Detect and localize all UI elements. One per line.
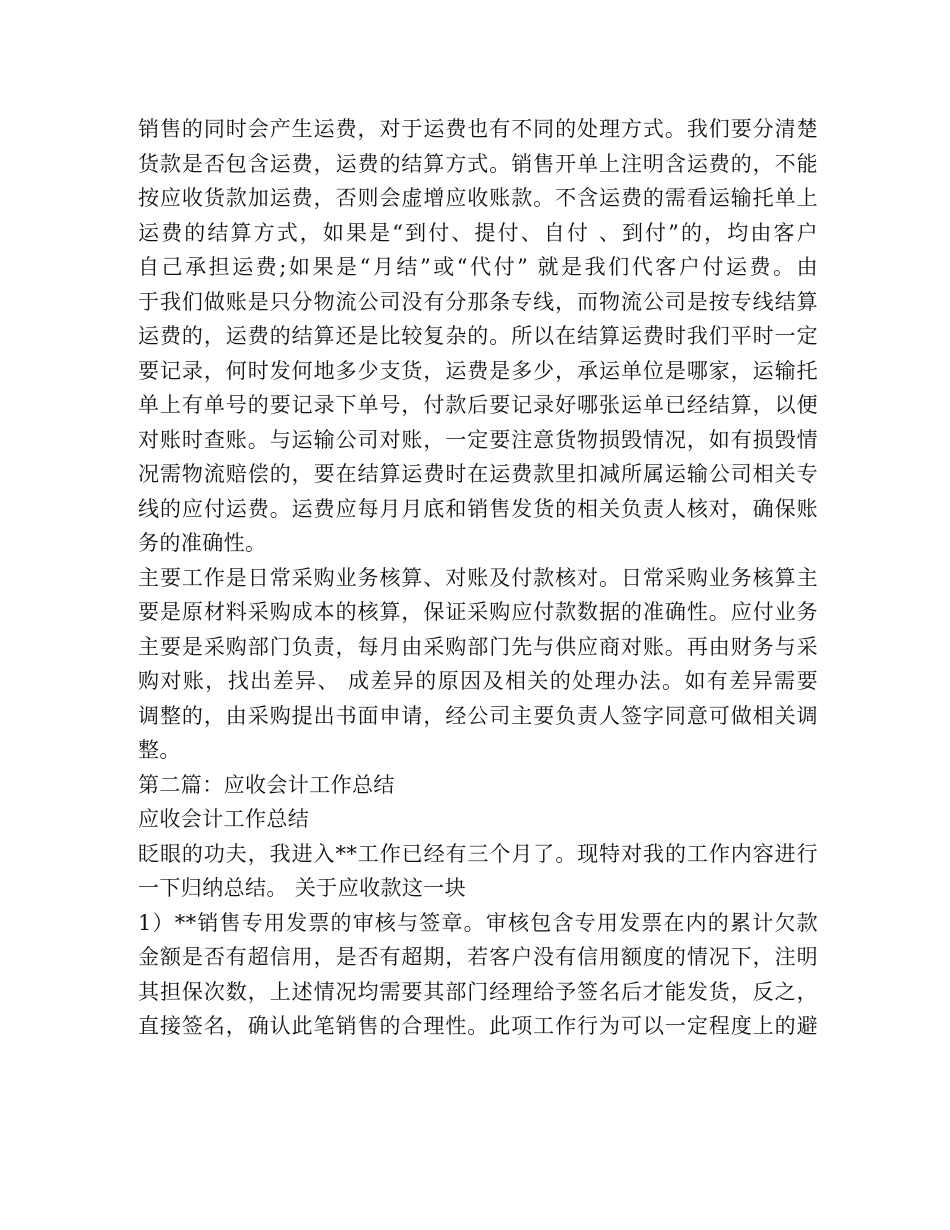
document-body (138, 112, 818, 1044)
text-line: 1）**销售专用发票的审核与签章。审核包含专用发票在内的累计欠款 (138, 910, 818, 935)
text-line: 整。 (138, 738, 181, 762)
text-line: 主要是采购部门负责，每月由采购部门先与供应商对账。再由财务与采 (138, 634, 818, 659)
text-line: 货款是否包含运费，运费的结算方式。销售开单上注明含运费的，不能 (138, 151, 818, 176)
text-line: 运费的结算方式，如果是“到付、提付、自付 、到付”的，均由客户 (138, 220, 818, 245)
text-line: 况需物流赔偿的，要在结算运费时在运费款里扣减所属运输公司相关专 (138, 462, 818, 486)
text-line: 要记录，何时发何地多少支货，运费是多少，承运单位是哪家，运输托 (138, 358, 818, 383)
text-line: 对账时查账。与运输公司对账，一定要注意货物损毁情况，如有损毁情 (138, 427, 818, 452)
text-line: 线的应付运费。运费应每月月底和销售发货的相关负责人核对，确保账 (138, 496, 818, 521)
text-line: 购对账，找出差异、 成差异的原因及相关的处理办法。如有差异需要 (138, 669, 818, 693)
text-line: 其担保次数，上述情况均需要其部门经理给予签名后才能发货，反之， (138, 979, 818, 1004)
text-line: 自己承担运费;如果是“月结”或“代付” 就是我们代客户付运费。由 (138, 255, 818, 279)
text-line: 按应收货款加运费，否则会虚增应收账款。不含运费的需看运输托单上 (138, 186, 818, 210)
text-line: 要是原材料采购成本的核算，保证采购应付款数据的准确性。应付业务 (138, 600, 818, 624)
text-line: 运费的，运费的结算还是比较复杂的。所以在结算运费时我们平时一定 (138, 324, 818, 348)
text-line: 应收会计工作总结 (138, 807, 310, 831)
text-line: 销售的同时会产生运费，对于运费也有不同的处理方式。我们要分清楚 (138, 117, 818, 141)
text-line: 眨眼的功夫，我进入**工作已经有三个月了。现特对我的工作内容进行 (138, 841, 818, 866)
text-line: 第二篇：应收会计工作总结 (138, 772, 395, 797)
text-line: 一下归纳总结。 关于应收款这一块 (138, 876, 467, 900)
text-line: 单上有单号的要记录下单号，付款后要记录好哪张运单已经结算，以便 (138, 393, 818, 417)
text-line: 于我们做账是只分物流公司没有分那条专线，而物流公司是按专线结算 (138, 289, 818, 314)
text-line: 调整的，由采购提出书面申请，经公司主要负责人签字同意可做相关调 (138, 703, 818, 728)
text-line: 直接签名，确认此笔销售的合理性。此项工作行为可以一定程度上的避 (138, 1014, 818, 1038)
text-line: 金额是否有超信用，是否有超期，若客户没有信用额度的情况下，注明 (138, 945, 818, 969)
text-line: 主要工作是日常采购业务核算、对账及付款核对。日常采购业务核算主 (138, 565, 818, 590)
text-line: 务的准确性。 (138, 531, 267, 555)
